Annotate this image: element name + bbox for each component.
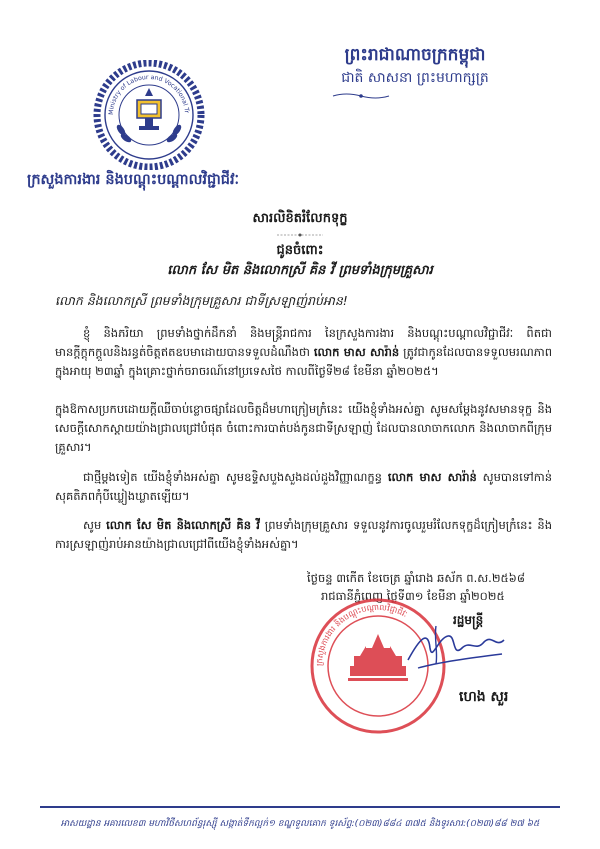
- svg-text:ក្រសួងការងារ និងបណ្តុះបណ្តាលវិ: ក្រសួងការងារ និងបណ្តុះបណ្តាលវិជ្ជាជីវៈ: [314, 602, 409, 667]
- paragraph-2: ក្នុងឱកាសប្រកបដោយក្តីឈឺចាប់ខ្លោចផ្សាដែលចិត្តដ៏មហាក្រៀមក្រំនេះ យើងខ្ញុំទាំងអស់គ្នា សូមសម្តែងនូវសមានទុក្ខ និងសេចក្តីសោកស្តាយយ៉ាងជ្រាលជ្រៅបំផុត ចំពោះការបាត់បង់កូនជាទីស្រឡាញ់ ដែលបានលាចាកលោក និងលាចាកពីក្រុមគ្រួសារ។: [55, 402, 552, 454]
- national-motto: ជាតិ សាសនា ព្រះមហាក្សត្រ: [341, 70, 489, 86]
- paragraph-4: សូម លោក សែ មិត និងលោកស្រី គិន វី ព្រមទាំងក្រុមគ្រួសារ ទទួលនូវការចូលរួមរំលែកទុក្ខដ៏ក្រៀមក្រំនេះ និងការស្រឡាញ់រាប់អានយ៉ាងជ្រាលជ្រៅពីយើងខ្ញុំទាំងអស់គ្នា។: [55, 518, 553, 551]
- deceased-name: លោក មាស សារ៉ាន់: [387, 470, 477, 484]
- ornament-divider: [331, 92, 391, 100]
- recipient-names: លោក សែ មិត និងលោកស្រី គិន វី: [106, 518, 260, 532]
- recipients: លោក សែ មិត និងលោកស្រី គិន វី ព្រមទាំងក្រុមគ្រួសារ: [167, 263, 433, 278]
- logo-caption: Ministry of Labour and Vocational Tr: [107, 73, 190, 116]
- signer-role: រដ្ឋមន្ត្រី: [453, 613, 484, 627]
- greeting: លោក និងលោកស្រី ព្រមទាំងក្រុមគ្រួសារ ជាទីស្រឡាញ់រាប់អាន!: [55, 293, 348, 308]
- signer-name: ហេង សួរ: [459, 689, 509, 705]
- date-lunar: ថ្ងៃចន្ទ ៣កើត ខែចេត្រ ឆ្នាំរោង ឆស័ក ព.ស.២៥៦៨: [307, 571, 525, 585]
- paragraph-3: ជាថ្មីម្តងទៀត យើងខ្ញុំទាំងអស់គ្នា សូមឧទ្ទិសបួងសួងដល់ដួងវិញ្ញាណក្ខន្ធ លោក មាស សារ៉ាន់ សូមបានទៅកាន់សុគតិភពកុំបីឃ្លៀងឃ្លាតឡើយ។: [55, 470, 552, 503]
- footer-divider: [40, 806, 560, 808]
- deceased-name: លោក មាស សារ៉ាន់: [313, 345, 400, 359]
- paragraph-1: ខ្ញុំ និងភរិយា ព្រមទាំងថ្នាក់ដឹកនាំ និងមន្ត្រីរាជការ នៃក្រសួងការងារ និងបណ្តុះបណ្តាលវិជ្ជាជីវៈ ពិតជាមានក្តីក្តុកក្តួលនិងរន្ធត់ចិត្តឥតឧបមាដោយបានទទួលដំណឹងថា លោក មាស សារ៉ាន់ ត្រូវជាកូនដែលបានទទួលមរណភាពក្នុងអាយុ ២៣ឆ្នាំ ក្នុងគ្រោះថ្នាក់ចរាចរណ៍នៅប្រទេសថៃ កាលពីថ្ងៃទី២៨ ខែមីនា ឆ្នាំ២០២៥។: [55, 326, 553, 378]
- title-ornament: [275, 232, 325, 238]
- kingdom-title: ព្រះរាជាណាចក្រកម្ពុជា: [344, 45, 486, 65]
- handwritten-signature: [400, 618, 510, 678]
- to-label: ជូនចំពោះ: [276, 243, 324, 258]
- date-solar: រាជធានីភ្នំពេញ ថ្ងៃទី៣១ ខែមីនា ឆ្នាំ២០២៥: [321, 589, 505, 603]
- footer-address: អាសយដ្ឋាន អគារលេខ៣ មហាវិថីសហព័ន្ធរុស្ស៊ី សង្កាត់ទឹកល្អក់១ ខណ្ឌទួលគោក ទូរស័ព្ទ:(០២៣)៨៨៤ ៣៧៥ និងទូរសារ:(០២៣)៨៨ ២៧ ៦៥: [60, 819, 540, 829]
- ministry-name: ក្រសួងការងារ និងបណ្តុះបណ្តាលវិជ្ជាជីវៈ: [27, 171, 240, 188]
- ministry-logo: [93, 60, 205, 170]
- letter-title: សារលិខិតរំលែកទុក្ខ: [252, 211, 348, 226]
